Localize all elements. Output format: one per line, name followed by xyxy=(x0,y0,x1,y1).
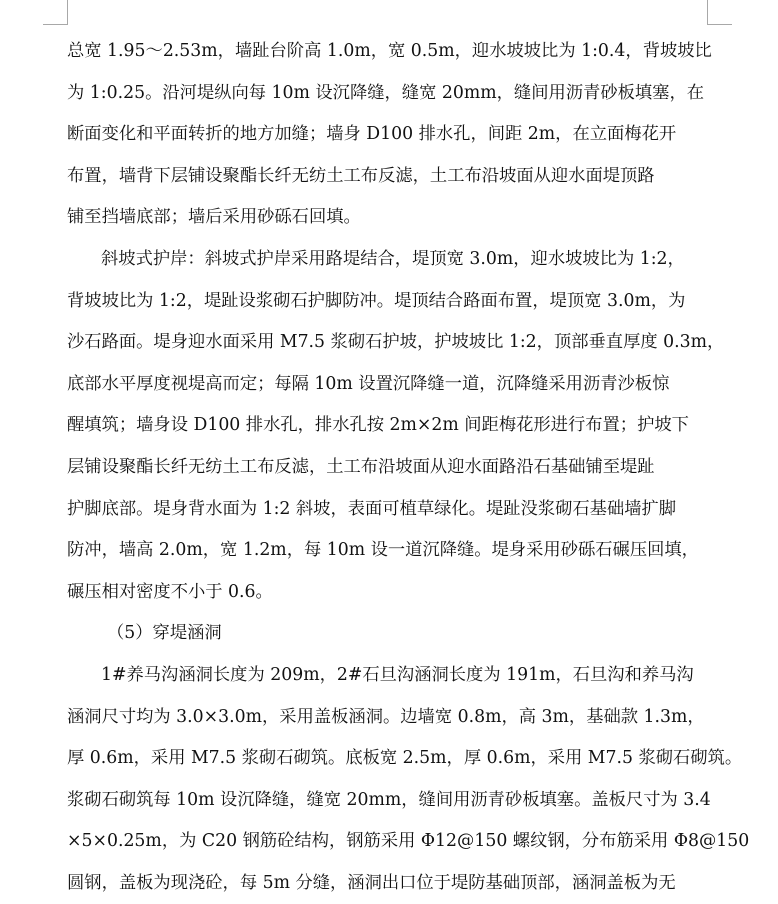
document-body xyxy=(67,31,750,904)
text-line: 沙石路面。堤身迎水面采用 M7.5 浆砌石护坡，护坡坡比 1:2，顶部垂直厚度 0.3m， xyxy=(67,332,725,353)
text-line: 铺至挡墙底部；墙后采用砂砾石回填。 xyxy=(67,207,361,228)
top-right-crop-mark xyxy=(707,0,732,25)
paragraph-start-line: 斜坡式护岸：斜坡式护岸采用路堤结合，堤顶宽 3.0m，迎水坡坡比为 1:2， xyxy=(101,248,685,269)
text-line: 圆钢，盖板为现浇砼，每 5m 分缝，涵洞出口位于堤防基础顶部，涵洞盖板为无 xyxy=(67,872,676,893)
text-line: ×5×0.25m，为 C20 钢筋砼结构，钢筋采用 Φ12@150 螺纹钢，分布筋采用 Φ8@150 xyxy=(67,831,750,852)
text-line: 断面变化和平面转折的地方加缝；墙身 D100 排水孔，间距 2m，在立面梅花开 xyxy=(67,124,677,145)
text-line: 为 1:0.25。沿河堤纵向每 10m 设沉降缝，缝宽 20mm，缝间用沥青砂板填塞，在 xyxy=(67,82,705,103)
text-line: 碾压相对密度不小于 0.6。 xyxy=(67,581,273,602)
paragraph-start-line: 1#养马沟涵洞长度为 209m，2#石旦沟涵洞长度为 191m，石旦沟和养马沟 xyxy=(101,664,694,685)
text-line: 布置，墙背下层铺设聚酯长纤无纺土工布反滤，土工布沿坡面从迎水面堤顶路 xyxy=(67,165,655,186)
text-line: 护脚底部。堤身背水面为 1:2 斜坡，表面可植草绿化。堤趾没浆砌石基础墙扩脚 xyxy=(67,498,677,519)
text-line: 浆砌石砌筑每 10m 设沉降缝，缝宽 20mm，缝间用沥青砂板填塞。盖板尺寸为 3.4 xyxy=(67,789,711,810)
text-line: 涵洞尺寸均为 3.0×3.0m，采用盖板涵洞。边墙宽 0.8m，高 3m，基础款 1.3m， xyxy=(67,706,705,727)
text-line: 防冲，墙高 2.0m，宽 1.2m，每 10m 设一道沉降缝。堤身采用砂砾石碾压回填， xyxy=(67,540,699,561)
text-line: 底部水平厚度视堤高而定；每隔 10m 设置沉降缝一道，沉降缝采用沥青沙板惊 xyxy=(67,373,670,394)
text-line: 层铺设聚酯长纤无纺土工布反滤，土工布沿坡面从迎水面路沿石基础铺至堤趾 xyxy=(67,456,655,477)
text-line: 背坡坡比为 1:2，堤趾设浆砌石护脚防冲。堤顶结合路面布置，堤顶宽 3.0m，为 xyxy=(67,290,686,311)
text-line: 醒填筑；墙身设 D100 排水孔，排水孔按 2m×2m 间距梅花形进行布置；护坡下 xyxy=(67,415,689,436)
text-line: 总宽 1.95～2.53m，墙趾台阶高 1.0m，宽 0.5m，迎水坡坡比为 1:0.4，背坡坡比 xyxy=(67,41,712,61)
text-line: 厚 0.6m，采用 M7.5 浆砌石砌筑。底板宽 2.5m，厚 0.6m，采用 M7.5 浆砌石砌筑。 xyxy=(67,748,743,769)
top-left-crop-mark xyxy=(43,0,68,25)
section-heading: （5）穿堤涵洞 xyxy=(107,623,222,644)
